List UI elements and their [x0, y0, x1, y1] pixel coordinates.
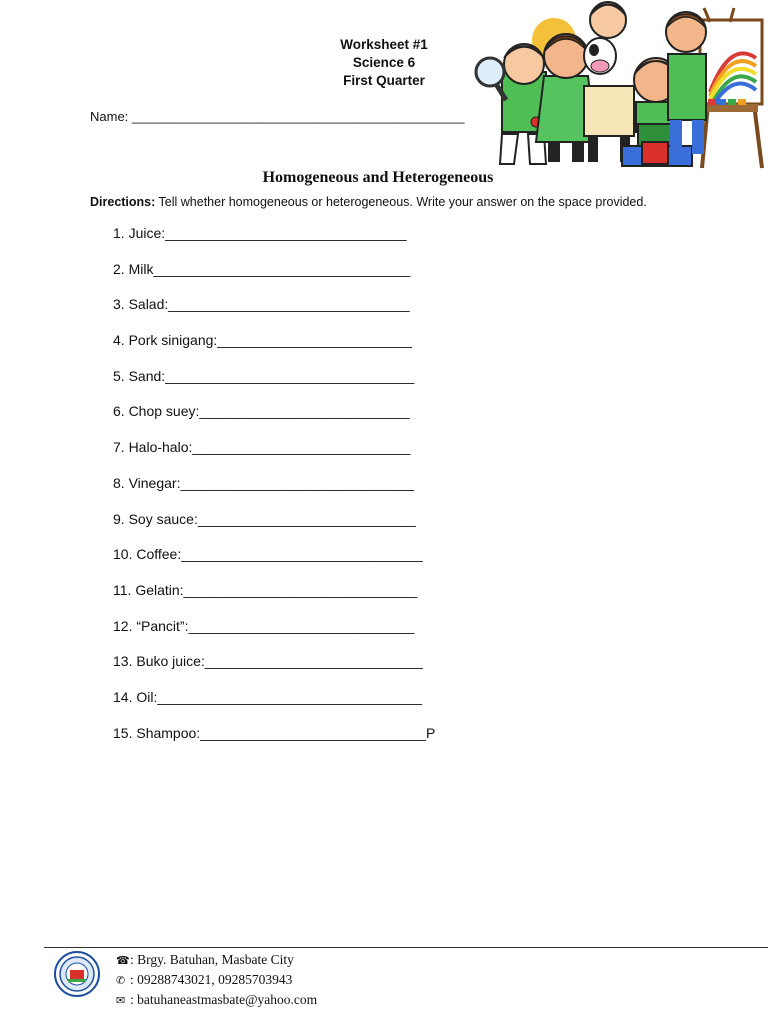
name-blank: ______________________________________________ — [131, 109, 465, 124]
name-label: Name: — [90, 109, 129, 124]
footer-phone: : 09288743021, 09285703943 — [130, 972, 293, 987]
directions — [90, 195, 647, 209]
name-field — [90, 109, 465, 124]
question-item: 3. Salad:_______________________________ — [113, 296, 410, 313]
kid-cow-icon — [584, 2, 634, 162]
footer-email: : batuhaneastmasbate@yahoo.com — [130, 992, 318, 1007]
question-item: 6. Chop suey:___________________________ — [113, 403, 410, 420]
worksheet-header — [318, 36, 450, 90]
envelope-icon: ✉ — [116, 994, 126, 1007]
school-seal-icon — [54, 951, 100, 997]
footer-contact — [116, 950, 317, 1010]
directions-label: Directions: — [90, 195, 156, 209]
kids-clipart — [472, 0, 768, 172]
question-item: 9. Soy sauce:____________________________ — [113, 510, 416, 527]
worksheet-title: Homogeneous and Heterogeneous — [262, 169, 494, 186]
question-item: 15. Shampoo:_____________________________P — [113, 724, 436, 741]
question-list — [113, 224, 435, 759]
phone-icon: ✆ — [116, 974, 126, 987]
footer-divider — [44, 947, 768, 948]
question-item: 7. Halo-halo:____________________________ — [113, 439, 411, 456]
question-item: 2. Milk_________________________________ — [113, 260, 411, 277]
footer-phone-line — [116, 970, 317, 990]
footer-address: : Brgy. Batuhan, Masbate City — [130, 952, 294, 967]
question-item: 5. Sand:________________________________ — [113, 367, 415, 384]
question-item: 1. Juice:_______________________________ — [113, 225, 407, 241]
kid-paintbrush-icon — [666, 12, 706, 154]
question-item: 4. Pork sinigang:_________________________ — [113, 332, 412, 349]
question-item: 11. Gelatin:______________________________ — [113, 581, 418, 598]
footer-address-line — [116, 950, 317, 970]
question-item: 12. “Pancit”:_____________________________ — [113, 617, 415, 634]
kid-magnifier-icon — [476, 44, 546, 164]
directions-text: Tell whether homogeneous or heterogeneous. Write your answer on the space provided. — [155, 195, 647, 209]
worksheet-number: Worksheet #1 — [340, 37, 428, 52]
home-phone-icon: ☎ — [116, 954, 130, 967]
easel-icon — [700, 8, 762, 168]
question-item: 8. Vinegar:______________________________ — [113, 474, 415, 491]
question-item: 10. Coffee:_______________________________ — [113, 546, 423, 563]
question-item: 14. Oil:__________________________________ — [113, 688, 423, 705]
quarter: First Quarter — [343, 73, 425, 88]
subject: Science 6 — [352, 55, 416, 70]
footer-email-line — [116, 990, 317, 1010]
question-item: 13. Buko juice:____________________________ — [113, 653, 423, 670]
